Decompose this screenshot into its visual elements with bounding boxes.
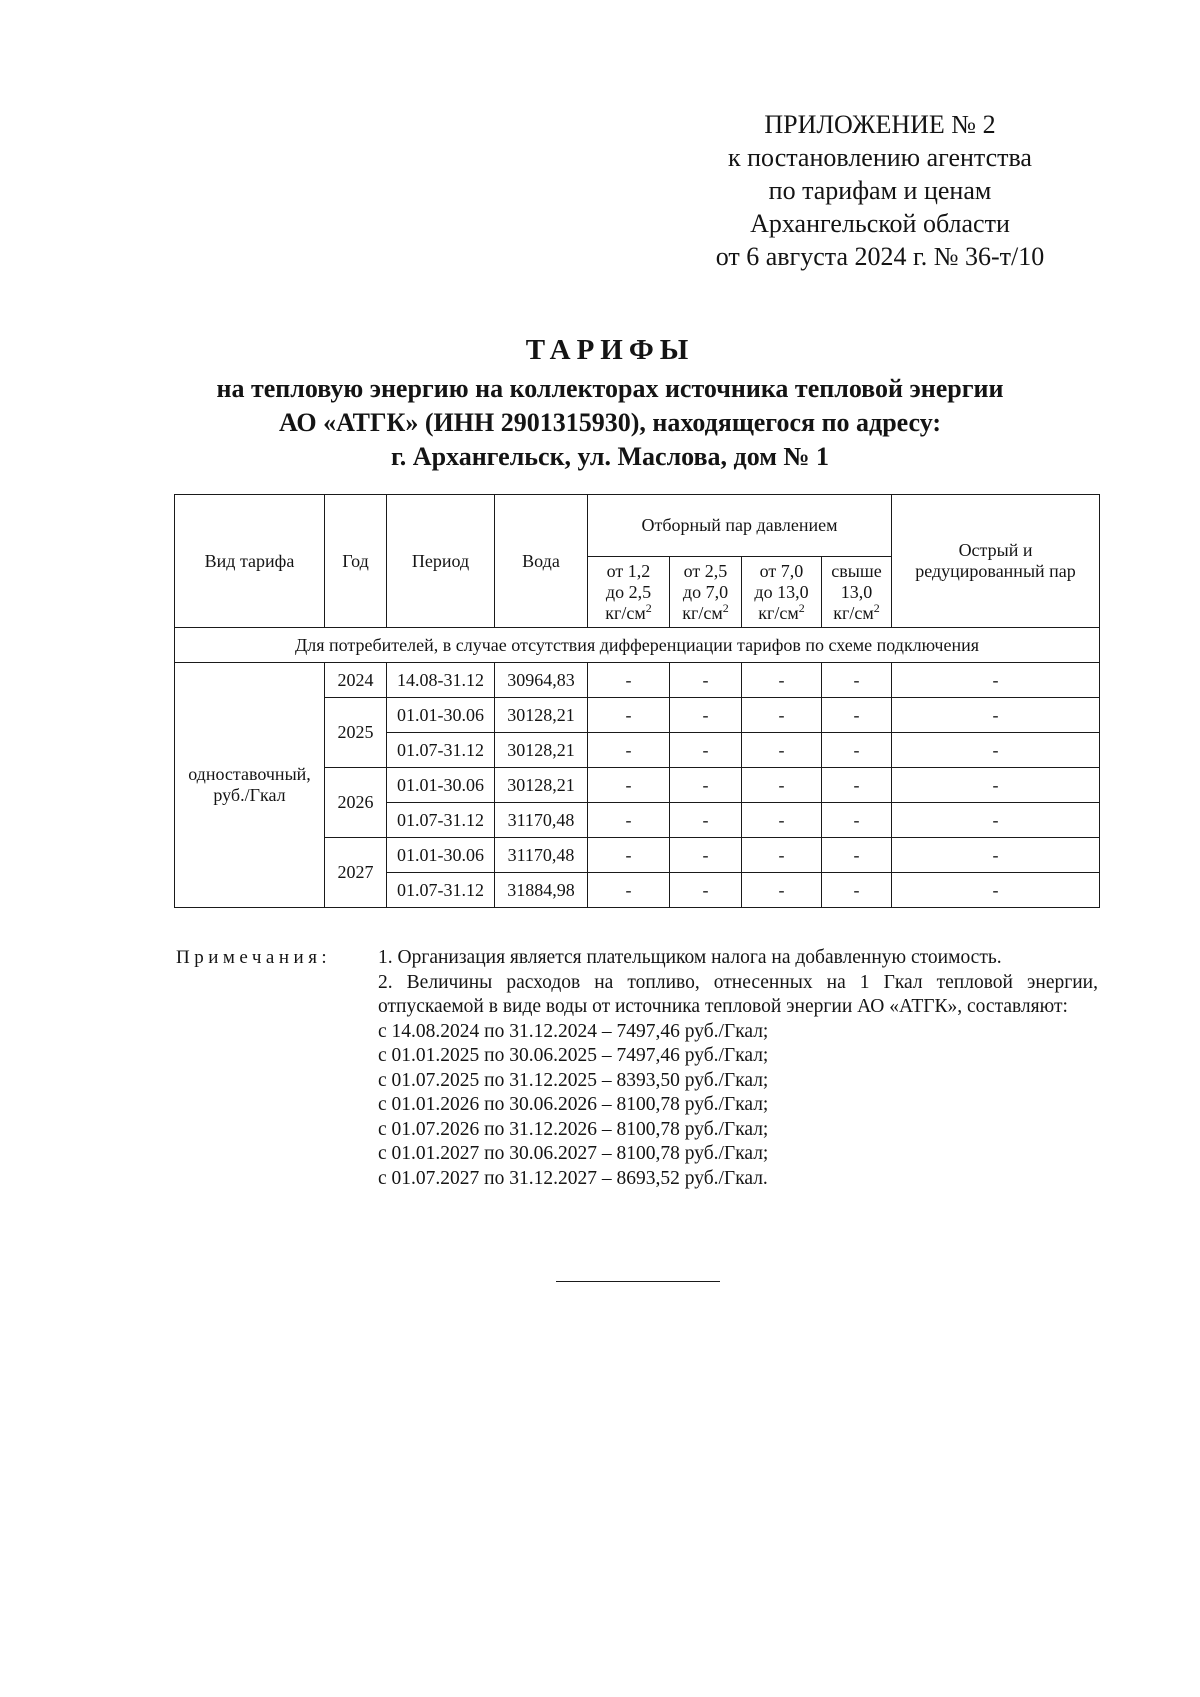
steam-cell: - [742,838,822,873]
steam-cell: - [670,733,742,768]
steam-cell: - [822,803,892,838]
header-steam-col-3: от 7,0 до 13,0 $кг/см^2$ [742,557,822,628]
steam-cell: - [670,803,742,838]
note-item-2: 2. Величины расходов на топливо, отнесенных на 1 Гкал тепловой энергии, отпускаемой в виде воды от источника тепловой энергии АО «АТГК», составляют: [378,971,1098,1017]
steam-cell: - [742,663,822,698]
steam-cell: - [822,698,892,733]
note-item-1: 1. Организация является плательщиком налога на добавленную стоимость. [378,947,1002,968]
title-line-2: АО «АТГК» (ИНН 2901315930), находящегося по адресу: [278,408,942,437]
document-title [160,332,1060,474]
appendix-agency: по тарифам и ценам [768,176,992,205]
header-steam-group: Отборный пар давлением [588,495,892,557]
period-cell: 01.07-31.12 [387,803,495,838]
appendix-region: Архангельской области [750,209,1010,238]
header-steam-col-4: свыше 13,0 $кг/см^2$ [822,557,892,628]
header-tariff-type: Вид тарифа [175,495,325,628]
header-sharp-steam: Острый и редуцированный пар [892,495,1100,628]
consumer-note-row [175,628,1100,663]
sharp-steam-cell: - [892,698,1100,733]
fuel-cost-line: с 01.07.2026 по 31.12.2026 – 8100,78 руб./Гкал; [378,1118,769,1140]
water-cell: 31170,48 [495,803,588,838]
period-cell: 01.07-31.12 [387,873,495,908]
steam-cell: - [822,873,892,908]
period-cell: 01.07-31.12 [387,733,495,768]
fuel-cost-line: с 14.08.2024 по 31.12.2024 – 7497,46 руб./Гкал; [378,1020,769,1042]
title-line-1: на тепловую энергию на коллекторах источника тепловой энергии [216,374,1004,403]
notes-body [378,946,1098,1191]
steam-cell: - [588,803,670,838]
sharp-steam-cell: - [892,733,1100,768]
steam-cell: - [588,838,670,873]
steam-cell: - [822,838,892,873]
water-cell: 31884,98 [495,873,588,908]
appendix-reference: к постановлению агентства [728,143,1032,172]
year-cell: 2027 [325,838,387,908]
appendix-header [690,108,1070,273]
steam-cell: - [588,768,670,803]
steam-cell: - [588,733,670,768]
period-cell: 14.08-31.12 [387,663,495,698]
fuel-cost-line: с 01.01.2027 по 30.06.2027 – 8100,78 руб./Гкал; [378,1143,769,1164]
header-steam-col-1: от 1,2 до 2,5 $кг/см^2$ [588,557,670,628]
steam-cell: - [742,768,822,803]
steam-cell: - [588,873,670,908]
header-water: Вода [495,495,588,628]
header-period: Период [387,495,495,628]
period-cell: 01.01-30.06 [387,768,495,803]
steam-cell: - [670,663,742,698]
year-cell: 2025 [325,698,387,768]
steam-cell: - [822,663,892,698]
steam-cell: - [742,733,822,768]
appendix-date: от 6 августа 2024 г. № 36-т/10 [715,242,1045,271]
tariff-table [174,494,1100,908]
steam-cell: - [670,698,742,733]
sharp-steam-cell: - [892,663,1100,698]
water-cell: 30128,21 [495,698,588,733]
year-cell: 2024 [325,663,387,698]
steam-cell: - [742,698,822,733]
sharp-steam-cell: - [892,838,1100,873]
steam-cell: - [670,838,742,873]
fuel-cost-line: с 01.07.2027 по 31.12.2027 – 8693,52 руб./Гкал. [378,1167,768,1189]
period-cell: 01.01-30.06 [387,838,495,873]
fuel-cost-line: с 01.01.2026 по 30.06.2026 – 8100,78 руб./Гкал; [378,1094,769,1115]
appendix-number: ПРИЛОЖЕНИЕ № 2 [764,110,996,139]
steam-cell: - [670,768,742,803]
water-cell: 30128,21 [495,733,588,768]
steam-cell: - [588,698,670,733]
water-cell: 31170,48 [495,838,588,873]
water-cell: 30964,83 [495,663,588,698]
table-header-row [175,495,1100,557]
period-cell: 01.01-30.06 [387,698,495,733]
fuel-cost-line: с 01.01.2025 по 30.06.2025 – 7497,46 руб./Гкал; [378,1045,769,1066]
sharp-steam-cell: - [892,803,1100,838]
header-year: Год [325,495,387,628]
steam-cell: - [742,803,822,838]
header-steam-col-2: от 2,5 до 7,0 $кг/см^2$ [670,557,742,628]
tariff-type-cell: одноставочный, руб./Гкал [175,663,325,908]
fuel-cost-line: с 01.07.2025 по 31.12.2025 – 8393,50 руб./Гкал; [378,1069,769,1091]
notes-label: Примечания: [176,947,332,968]
sharp-steam-cell: - [892,873,1100,908]
steam-cell: - [822,733,892,768]
title-main: ТАРИФЫ [525,334,695,366]
consumer-note: Для потребителей, в случае отсутствия дифференциации тарифов по схеме подключения [175,628,1100,663]
title-line-3: г. Архангельск, ул. Маслова, дом № 1 [390,442,830,471]
steam-cell: - [822,768,892,803]
steam-cell: - [670,873,742,908]
steam-cell: - [588,663,670,698]
table-row [175,663,1100,698]
sharp-steam-cell: - [892,768,1100,803]
water-cell: 30128,21 [495,768,588,803]
steam-cell: - [742,873,822,908]
end-divider [556,1281,720,1282]
year-cell: 2026 [325,768,387,838]
